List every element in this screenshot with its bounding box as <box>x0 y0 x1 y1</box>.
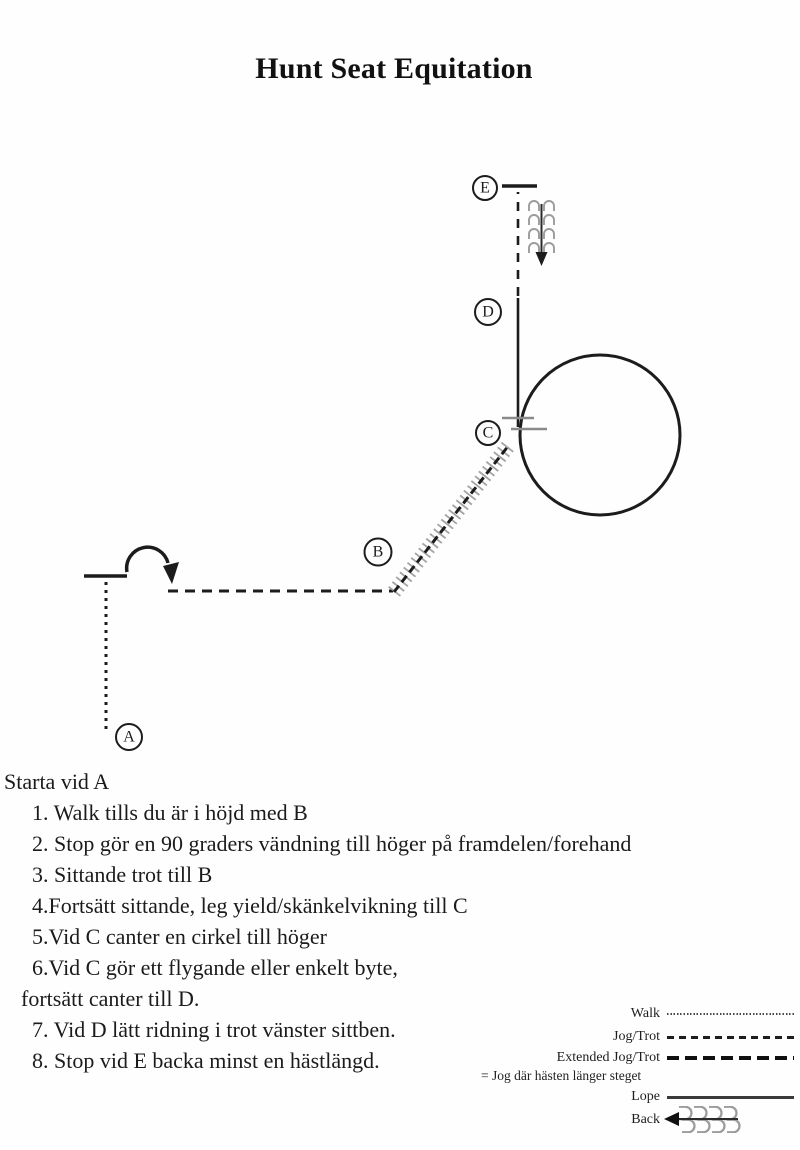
instruction-line: 1. Walk tills du är i höjd med B <box>32 800 308 825</box>
marker-c-label: C <box>482 424 494 442</box>
back-arrowhead-icon <box>536 252 548 266</box>
marker-c <box>476 421 500 445</box>
legend-row-walk <box>480 1004 800 1024</box>
instruction-line: 2. Stop gör en 90 graders vändning till höger på framdelen/forehand <box>32 831 632 856</box>
marker-e <box>473 176 497 200</box>
lope-line-sample <box>667 1096 794 1099</box>
instruction-line: 5.Vid C canter en cirkel till höger <box>32 924 327 949</box>
instruction-line: fortsätt canter till D. <box>21 986 200 1011</box>
instructions-intro: Starta vid A <box>4 769 110 794</box>
instruction-line: 8. Stop vid E backa minst en hästlängd. <box>32 1048 380 1073</box>
marker-d-label: D <box>482 303 494 321</box>
legend-back-label: Back <box>631 1111 660 1127</box>
back-track <box>529 201 554 266</box>
instruction-line: 6.Vid C gör ett flygande eller enkelt byte, <box>32 955 398 980</box>
marker-a-label: A <box>123 728 135 746</box>
extended-line-sample <box>667 1056 794 1060</box>
legend-jog-label: Jog/Trot <box>613 1029 660 1044</box>
legend-lope-label: Lope <box>631 1089 660 1104</box>
lope-circle <box>520 355 680 515</box>
marker-d <box>475 299 501 325</box>
instruction-line: 3. Sittande trot till B <box>32 862 213 887</box>
legend-walk-label: Walk <box>630 1006 660 1021</box>
turn-arrow <box>127 547 179 584</box>
legend-note: = Jog där hästen länger steget <box>481 1068 642 1083</box>
legend-extended-label: Extended Jog/Trot <box>556 1050 660 1065</box>
marker-b <box>365 539 392 566</box>
marker-e-label: E <box>480 179 490 197</box>
marker-b-label: B <box>372 543 384 561</box>
jog-line-sample <box>667 1036 794 1039</box>
instruction-line: 7. Vid D lätt ridning i trot vänster sittben. <box>32 1017 396 1042</box>
legend-row-back <box>480 1106 800 1133</box>
legend-row-extended <box>480 1048 800 1068</box>
legend-row-lope <box>480 1087 800 1107</box>
marker-a <box>116 724 142 750</box>
walk-line-sample <box>667 1013 794 1015</box>
back-track-sample <box>664 1106 752 1133</box>
instruction-line: 4.Fortsätt sittande, leg yield/skänkelvikning till C <box>32 893 468 918</box>
back-left-arrowhead-icon <box>664 1112 679 1126</box>
page-title: Hunt Seat Equitation <box>255 52 533 85</box>
legend-row-jog <box>480 1027 800 1047</box>
